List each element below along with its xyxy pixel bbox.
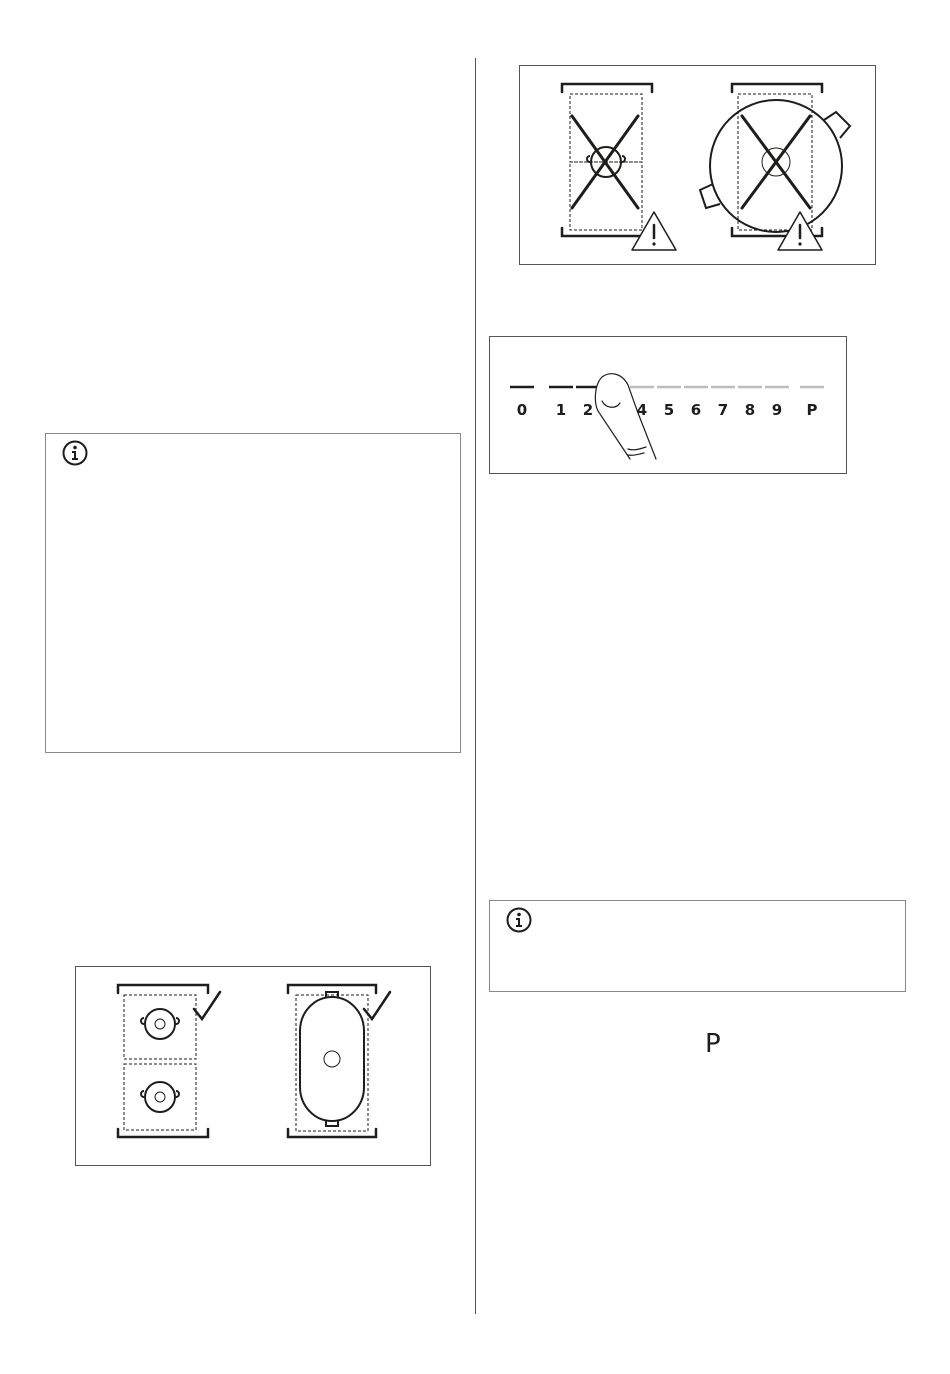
level-label: 8 [744, 401, 756, 419]
info-icon [62, 440, 88, 466]
power-level-bar-figure [489, 336, 847, 474]
level-label: 6 [690, 401, 702, 419]
power-level-control-bar [490, 337, 846, 473]
level-label: 4 [636, 401, 648, 419]
cookware-correct-figure [75, 966, 431, 1166]
power-booster-symbol: P [705, 1029, 721, 1059]
info-note-box [489, 900, 906, 992]
check-icon [194, 992, 220, 1019]
info-icon [506, 907, 532, 933]
level-label: 9 [771, 401, 783, 419]
level-label: 7 [717, 401, 729, 419]
level-label: 0 [516, 401, 528, 419]
info-note-box [45, 433, 461, 753]
column-divider [475, 58, 476, 1314]
level-label: 1 [555, 401, 567, 419]
cookware-correct-illustration [76, 967, 430, 1165]
level-label: 5 [663, 401, 675, 419]
cross-icon [742, 116, 810, 208]
level-label: 2 [582, 401, 594, 419]
level-label: P [806, 401, 818, 419]
cookware-incorrect-figure [519, 65, 876, 265]
cookware-incorrect-illustration [520, 66, 875, 264]
